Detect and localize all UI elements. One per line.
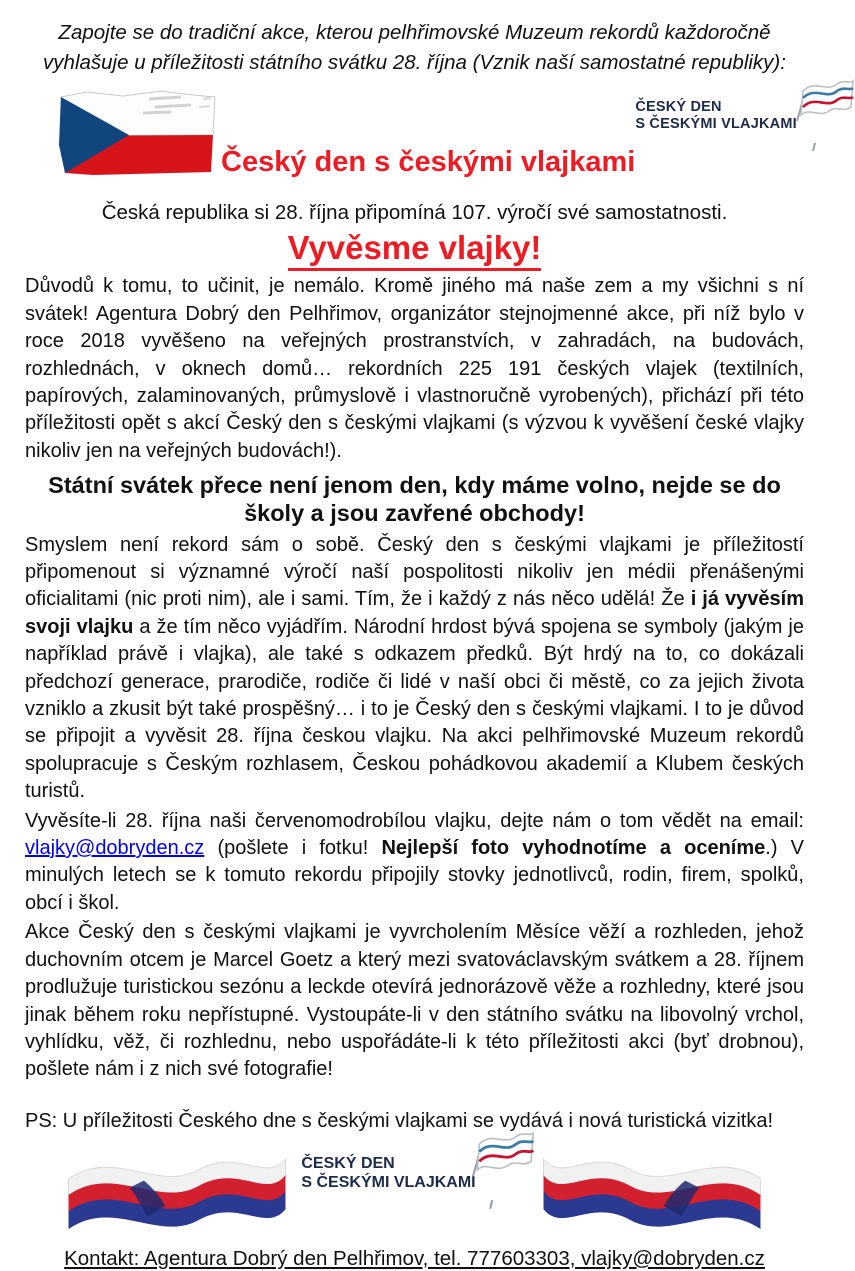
paragraph-3 xyxy=(25,808,804,918)
waving-flag-icon xyxy=(468,1129,536,1218)
paragraph-4: Akce Český den s českými vlajkami je vyvrcholením Měsíce věží a rozhleden, jehož duchovním otcem je Marcel Goetz a který mezi svatováclavským svátkem a 28. říjnem prodlužuje turistickou sezónu a leckde otevírá jednorázově věže a rozhledny, které jsou jinak během roku nepřístupné. Vystoupáte-li v den státního svátku na libovolný vrchol, vyhlídku, věž, či rozhlednu, nebo uspořádáte-li k této příležitosti akci (byť drobnou), pošlete nám i z nich své fotografie! xyxy=(25,921,804,1081)
paragraph-3-post: .) V minulých letech se k tomuto rekordu připojily stovky jednotlivců, rodin, firem, spolků, obcí i škol. xyxy=(25,837,804,914)
waving-flag-icon xyxy=(793,77,855,160)
paragraph-3-pre: Vyvěsíte-li 28. října naši červenomodrobílou vlajku, dejte nám o tom vědět na email: xyxy=(25,809,804,832)
paragraph-2-post: a že tím něco vyjádřím. Národní hrdost bývá spojena se symboly (jakým je například právě i vlajka), ale také s odkazem předků. Být hrdý na to, co dokázali předchozí generace, prarodiče, rodiče či lidé v naší obci či městě, co za jejich života vzniklo a zkusit být také prospěšný… i to je Český den s českými vlajkami. I to je důvod se připojit a vyvěsit 28. října českou vlajku. Na akci pelhřimovské Muzeum rekordů spolupracuje s Českým rozhlasem, Českou pohádkovou akademií a Klubem českých turistů. xyxy=(25,615,804,803)
contact-line: Kontakt: Agentura Dobrý den Pelhřimov, tel. 777603303, vlajky@dobryden.cz xyxy=(64,1246,765,1270)
tricolor-ribbon-left-icon xyxy=(59,1134,295,1243)
paragraph-1: Důvodů k tomu, to učinit, je nemálo. Kromě jiného má naše zem a my všichni s ní svátek! Agentura Dobrý den Pelhřimov, organizátor stejnojmenné akce, při níž bylo v roce 2018 vyvěšeno na veřejných prostranstvích, v zahradách, na budovách, rozhlednách, v oknech domů… rekordních 225 191 českých vlajek (textilních, papírových, zalaminovaných, průmyslově i vlastnoručně vyrobených), přichází při této příležitosti opět s akcí Český den s českými vlajkami (s výzvou k vyvěšení české vlajky nikoliv jen na veřejných budovách!). xyxy=(25,275,804,462)
intro-text: Zapojte se do tradiční akce, kterou pelhřimovské Muzeum rekordů každoročně vyhlašuje u příležitosti státního svátku 28. října (Vznik naší samostatné republiky): xyxy=(43,21,786,74)
header-logo-line1: ČESKÝ DEN xyxy=(635,99,722,116)
anniversary-text: Česká republika si 28. října připomíná 107. výročí své samostatnosti. xyxy=(101,201,728,225)
paragraph-3-bold: Nejlepší foto vyhodnotíme a oceníme xyxy=(381,837,766,860)
paragraph-3-mid: (pošlete i fotku! xyxy=(204,837,382,860)
headline: Vyvěsme vlajky! xyxy=(288,229,542,271)
footer-logo-row xyxy=(25,1137,804,1241)
ps-line: PS: U příležitosti Českého dne s českými vlajkami se vydává i nová turistická vizitka! xyxy=(25,1109,774,1132)
paragraph-2-pre: Smyslem není rekord sám o sobě. Český den s českými vlajkami je příležitostí připomenout si významné výročí naší pospolitosti nikoliv jen médii přenášenými oficialitami (nic proti nim), ale i sami. Tím, že i každý z nás něco udělá! Že xyxy=(25,533,804,611)
header-logo xyxy=(635,99,849,132)
page-title: Český den s českými vlajkami xyxy=(221,146,636,179)
subhead: Státní svátek přece není jenom den, kdy máme volno, nejde se do školy a jsou zavřené obchody! xyxy=(48,472,781,527)
header-logo-line2: S ČESKÝMI VLAJKAMI xyxy=(635,116,797,133)
email-link[interactable]: vlajky@dobryden.cz xyxy=(25,837,205,860)
header-row xyxy=(25,85,804,185)
headline-wrap xyxy=(25,229,804,271)
paragraph-2 xyxy=(25,532,804,806)
footer-logo-line1: ČESKÝ DEN xyxy=(301,1155,395,1173)
footer-logo xyxy=(301,1155,531,1192)
czech-flag-painted-icon xyxy=(53,85,221,186)
paragraph-2-bold: i já vyvěsím svoji vlajku xyxy=(25,588,804,638)
tricolor-ribbon-right-icon xyxy=(534,1134,770,1243)
footer-logo-line2: S ČESKÝMI VLAJKAMI xyxy=(301,1173,476,1191)
